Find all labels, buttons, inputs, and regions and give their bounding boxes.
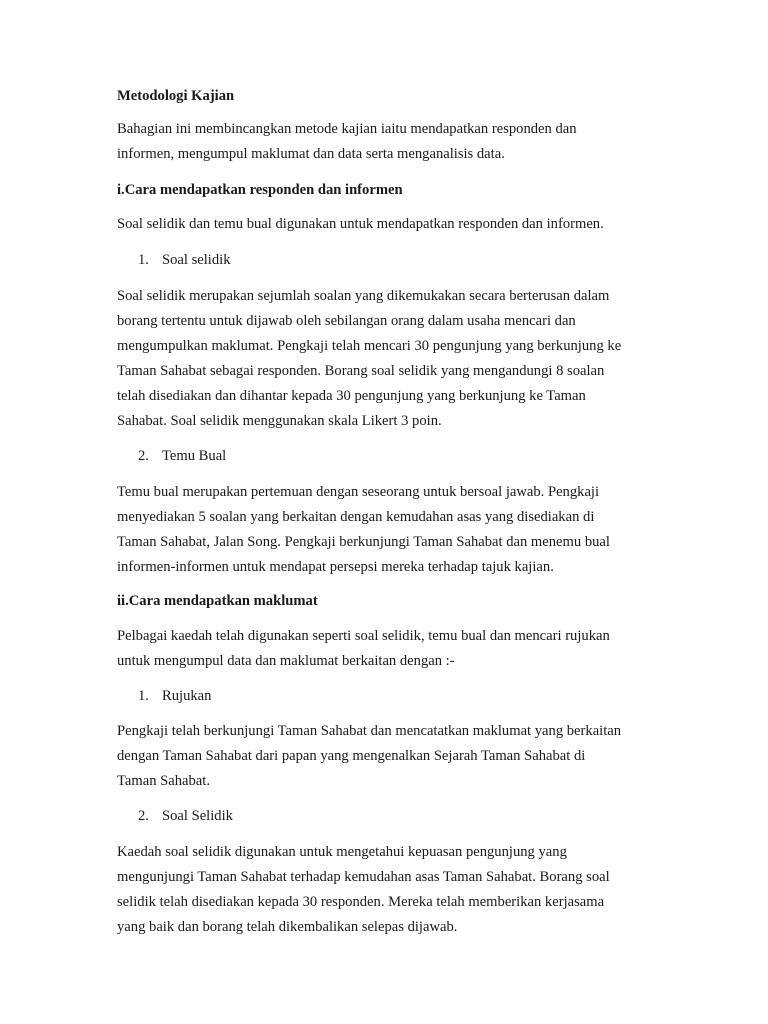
list-label: Soal Selidik (162, 808, 233, 824)
paragraph-line: Taman Sahabat. (117, 773, 210, 789)
paragraph-line: mengumpulkan maklumat. Pengkaji telah mencari 30 pengunjung yang berkunjung ke (117, 338, 622, 354)
list-number: 2. (138, 448, 149, 464)
paragraph-line: Sahabat. Soal selidik menggunakan skala Likert 3 poin. (117, 413, 442, 429)
paragraph-line: telah disediakan dan dihantar kepada 30 pengunjung yang berkunjung ke Taman (117, 388, 586, 404)
list-item-temu-bual (138, 444, 226, 469)
temu-bual-paragraph (117, 480, 657, 580)
list-label: Rujukan (162, 688, 212, 704)
paragraph-line: Pelbagai kaedah telah digunakan seperti soal selidik, temu bual dan mencari rujukan (117, 628, 610, 644)
section-1-heading: i.Cara mendapatkan responden dan informen (117, 182, 403, 198)
list-number: 2. (138, 808, 149, 824)
list-item-rujukan (138, 684, 211, 709)
list-item-soal-selidik-2 (138, 804, 233, 829)
paragraph-line: dengan Taman Sahabat dari papan yang mengenalkan Sejarah Taman Sahabat di (117, 748, 586, 764)
rujukan-paragraph (117, 719, 657, 794)
paragraph-line: informen-informen untuk mendapat persepsi mereka terhadap tajuk kajian. (117, 559, 554, 575)
paragraph-line: Taman Sahabat, Jalan Song. Pengkaji berkunjungi Taman Sahabat dan menemu bual (117, 534, 610, 550)
paragraph-line: yang baik dan borang telah dikembalikan selepas dijawab. (117, 919, 458, 935)
soal-selidik-2-paragraph (117, 840, 657, 940)
paragraph-line: mengunjungi Taman Sahabat terhadap kemudahan asas Taman Sahabat. Borang soal (117, 869, 610, 885)
intro-line: informen, mengumpul maklumat dan data serta menganalisis data. (117, 146, 505, 162)
paragraph-line: menyediakan 5 soalan yang berkaitan dengan kemudahan asas yang disediakan di (117, 509, 595, 525)
section-1-intro: Soal selidik dan temu bual digunakan untuk mendapatkan responden dan informen. (117, 216, 604, 232)
paragraph-line: borang tertentu untuk dijawab oleh sebilangan orang dalam usaha mencari dan (117, 313, 576, 329)
intro-line: Bahagian ini membincangkan metode kajian iaitu mendapatkan responden dan (117, 121, 577, 137)
intro-paragraph (117, 117, 657, 167)
paragraph-line: Taman Sahabat sebagai responden. Borang soal selidik yang mengandungi 8 soalan (117, 363, 605, 379)
paragraph-line: Pengkaji telah berkunjungi Taman Sahabat dan mencatatkan maklumat yang berkaitan (117, 723, 622, 739)
section-2-heading: ii.Cara mendapatkan maklumat (117, 593, 318, 609)
paragraph-line: Soal selidik merupakan sejumlah soalan yang dikemukakan secara berterusan dalam (117, 288, 610, 304)
list-label: Temu Bual (162, 448, 227, 464)
list-number: 1. (138, 252, 149, 268)
section-2-intro (117, 624, 657, 674)
paragraph-line: Kaedah soal selidik digunakan untuk mengetahui kepuasan pengunjung yang (117, 844, 567, 860)
paragraph-line: untuk mengumpul data dan maklumat berkaitan dengan :- (117, 653, 455, 669)
list-label: Soal selidik (162, 252, 231, 268)
list-number: 1. (138, 688, 149, 704)
soal-selidik-paragraph (117, 284, 657, 434)
document-title: Metodologi Kajian (117, 88, 235, 104)
paragraph-line: Temu bual merupakan pertemuan dengan seseorang untuk bersoal jawab. Pengkaji (117, 484, 600, 500)
paragraph-line: selidik telah disediakan kepada 30 responden. Mereka telah memberikan kerjasama (117, 894, 605, 910)
list-item-soal-selidik (138, 248, 231, 273)
